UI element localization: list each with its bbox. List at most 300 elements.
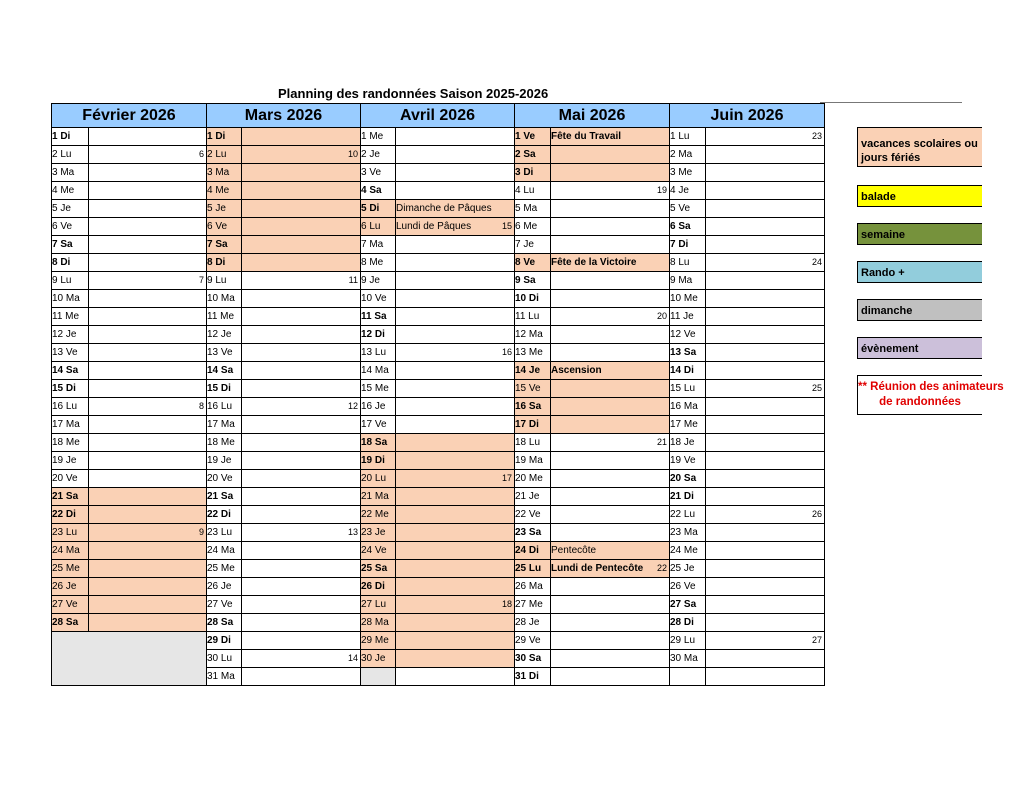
day-cell: 22 Me <box>361 506 396 524</box>
event-cell[interactable] <box>242 272 361 290</box>
day-cell: 26 Ma <box>515 578 551 596</box>
empty-cell <box>52 632 207 686</box>
event-cell[interactable] <box>89 506 207 524</box>
legend-semaine: semaine <box>857 223 982 245</box>
event-cell[interactable] <box>551 146 670 164</box>
day-cell: 15 Me <box>361 380 396 398</box>
event-cell[interactable] <box>706 326 825 344</box>
day-cell: 1 Ve <box>515 128 551 146</box>
day-cell: 4 Lu <box>515 182 551 200</box>
event-cell[interactable] <box>396 452 515 470</box>
event-cell[interactable] <box>551 488 670 506</box>
event-cell[interactable] <box>706 524 825 542</box>
event-cell[interactable] <box>396 470 515 488</box>
event-cell[interactable] <box>396 146 515 164</box>
event-cell[interactable] <box>551 596 670 614</box>
event-cell[interactable] <box>396 290 515 308</box>
day-cell: 13 Me <box>515 344 551 362</box>
event-cell[interactable] <box>396 506 515 524</box>
event-cell[interactable] <box>89 200 207 218</box>
event-cell[interactable] <box>89 218 207 236</box>
day-cell: 28 Je <box>515 614 551 632</box>
day-cell: 20 Sa <box>670 470 706 488</box>
day-cell: 17 Me <box>670 416 706 434</box>
event-cell[interactable] <box>89 164 207 182</box>
day-cell: 23 Je <box>361 524 396 542</box>
event-cell[interactable] <box>706 362 825 380</box>
calendar-row <box>52 470 825 488</box>
day-cell: 19 Ma <box>515 452 551 470</box>
event-cell[interactable] <box>89 308 207 326</box>
event-cell[interactable] <box>706 578 825 596</box>
event-cell[interactable] <box>551 128 670 146</box>
event-cell[interactable] <box>396 524 515 542</box>
day-cell: 30 Je <box>361 650 396 668</box>
week-number: 17 <box>501 473 512 483</box>
event-cell[interactable] <box>706 488 825 506</box>
week-number: 8 <box>198 401 204 411</box>
reunion-line-1: ** Réunion des animateurs <box>858 381 1004 393</box>
event-cell[interactable] <box>89 344 207 362</box>
event-cell[interactable] <box>396 416 515 434</box>
day-cell: 24 Ve <box>361 542 396 560</box>
event-cell[interactable] <box>706 128 825 146</box>
event-cell[interactable] <box>551 506 670 524</box>
calendar-row <box>52 344 825 362</box>
event-cell[interactable] <box>396 488 515 506</box>
day-cell: 1 Lu <box>670 128 706 146</box>
event-cell[interactable] <box>89 524 207 542</box>
event-cell[interactable] <box>242 308 361 326</box>
event-cell[interactable] <box>89 578 207 596</box>
day-cell: 18 Me <box>52 434 89 452</box>
event-cell[interactable] <box>242 542 361 560</box>
day-cell: 14 Sa <box>52 362 89 380</box>
event-cell[interactable] <box>396 362 515 380</box>
event-cell[interactable] <box>242 326 361 344</box>
day-cell: 14 Di <box>670 362 706 380</box>
day-cell: 9 Lu <box>52 272 89 290</box>
day-cell: 12 Ma <box>515 326 551 344</box>
event-cell[interactable] <box>242 650 361 668</box>
event-cell[interactable] <box>551 308 670 326</box>
day-cell: 4 Je <box>670 182 706 200</box>
legend-reunion <box>857 375 1004 415</box>
day-cell: 22 Di <box>207 506 242 524</box>
event-cell[interactable] <box>551 290 670 308</box>
calendar-body <box>52 128 825 686</box>
event-label: Lundi de Pentecôte <box>551 563 644 574</box>
day-cell: 19 Je <box>207 452 242 470</box>
event-cell[interactable] <box>242 128 361 146</box>
event-cell[interactable] <box>706 434 825 452</box>
day-cell: 5 Ve <box>670 200 706 218</box>
event-label: Ascension <box>551 365 602 376</box>
day-cell: 1 Me <box>361 128 396 146</box>
day-cell: 2 Je <box>361 146 396 164</box>
event-cell[interactable] <box>551 434 670 452</box>
calendar-row <box>52 560 825 578</box>
day-cell: 4 Me <box>207 182 242 200</box>
event-cell[interactable] <box>551 632 670 650</box>
day-cell: 9 Sa <box>515 272 551 290</box>
day-cell: 8 Di <box>207 254 242 272</box>
event-cell[interactable] <box>396 272 515 290</box>
event-cell[interactable] <box>396 326 515 344</box>
event-cell[interactable] <box>396 182 515 200</box>
day-cell: 15 Ve <box>515 380 551 398</box>
day-cell: 7 Ma <box>361 236 396 254</box>
week-number: 27 <box>811 635 822 645</box>
week-number: 25 <box>811 383 822 393</box>
day-cell: 18 Je <box>670 434 706 452</box>
day-cell: 9 Ma <box>670 272 706 290</box>
event-cell[interactable] <box>706 164 825 182</box>
event-cell[interactable] <box>89 614 207 632</box>
day-cell: 23 Ma <box>670 524 706 542</box>
calendar-row <box>52 632 825 650</box>
event-cell[interactable] <box>551 344 670 362</box>
event-cell[interactable] <box>396 164 515 182</box>
event-cell[interactable] <box>242 218 361 236</box>
event-cell[interactable] <box>242 344 361 362</box>
calendar-row <box>52 524 825 542</box>
event-cell[interactable] <box>551 218 670 236</box>
event-cell[interactable] <box>706 542 825 560</box>
event-cell[interactable] <box>706 596 825 614</box>
event-cell[interactable] <box>396 434 515 452</box>
event-cell[interactable] <box>551 380 670 398</box>
event-cell[interactable] <box>242 578 361 596</box>
day-cell: 10 Ma <box>207 290 242 308</box>
day-cell: 29 Di <box>207 632 242 650</box>
event-cell[interactable] <box>396 380 515 398</box>
day-cell: 5 Di <box>361 200 396 218</box>
event-cell[interactable] <box>242 416 361 434</box>
event-cell[interactable] <box>706 506 825 524</box>
event-cell[interactable] <box>89 416 207 434</box>
day-cell: 16 Ma <box>670 398 706 416</box>
day-cell: 13 Ve <box>207 344 242 362</box>
day-cell: 14 Je <box>515 362 551 380</box>
event-cell[interactable] <box>706 470 825 488</box>
calendar-row <box>52 506 825 524</box>
calendar-row <box>52 146 825 164</box>
legend-evenement: évènement <box>857 337 982 359</box>
event-cell[interactable] <box>551 362 670 380</box>
event-cell[interactable] <box>706 614 825 632</box>
event-cell[interactable] <box>551 326 670 344</box>
day-cell: 19 Je <box>52 452 89 470</box>
day-cell: 26 Di <box>361 578 396 596</box>
day-cell: 2 Lu <box>207 146 242 164</box>
event-cell[interactable] <box>396 614 515 632</box>
event-cell[interactable] <box>706 218 825 236</box>
event-cell[interactable] <box>89 272 207 290</box>
day-cell: 8 Di <box>52 254 89 272</box>
event-cell[interactable] <box>706 290 825 308</box>
event-cell[interactable] <box>706 182 825 200</box>
event-cell[interactable] <box>551 524 670 542</box>
event-cell[interactable] <box>706 344 825 362</box>
page-title: Planning des randonnées Saison 2025-2026 <box>278 86 549 101</box>
event-cell[interactable] <box>242 668 361 686</box>
week-number: 10 <box>347 149 358 159</box>
event-cell[interactable] <box>242 488 361 506</box>
calendar-row <box>52 452 825 470</box>
event-cell[interactable] <box>551 578 670 596</box>
day-cell: 23 Sa <box>515 524 551 542</box>
event-cell[interactable] <box>551 650 670 668</box>
event-cell[interactable] <box>551 164 670 182</box>
day-cell: 23 Lu <box>52 524 89 542</box>
event-cell[interactable] <box>551 236 670 254</box>
month-header: Juin 2026 <box>670 104 825 128</box>
day-cell: 17 Ma <box>52 416 89 434</box>
reunion-line-2: de randonnées <box>879 396 961 408</box>
day-cell: 16 Lu <box>52 398 89 416</box>
day-cell: 29 Ve <box>515 632 551 650</box>
event-cell[interactable] <box>396 128 515 146</box>
day-cell: 22 Di <box>52 506 89 524</box>
event-cell[interactable] <box>706 200 825 218</box>
calendar-row <box>52 614 825 632</box>
day-cell: 20 Me <box>515 470 551 488</box>
calendar-row <box>52 434 825 452</box>
event-cell[interactable] <box>396 542 515 560</box>
event-cell[interactable] <box>551 416 670 434</box>
event-cell[interactable] <box>242 452 361 470</box>
legend-rando-plus: Rando + <box>857 261 982 283</box>
event-cell[interactable] <box>396 650 515 668</box>
legend-balade: balade <box>857 185 982 207</box>
event-cell[interactable] <box>242 254 361 272</box>
day-cell: 23 Lu <box>207 524 242 542</box>
event-cell[interactable] <box>242 290 361 308</box>
day-cell: 27 Me <box>515 596 551 614</box>
event-cell[interactable] <box>551 254 670 272</box>
day-cell: 28 Ma <box>361 614 396 632</box>
day-cell: 10 Ma <box>52 290 89 308</box>
event-cell[interactable] <box>242 200 361 218</box>
event-cell[interactable] <box>89 434 207 452</box>
event-cell[interactable] <box>706 380 825 398</box>
event-cell[interactable] <box>551 182 670 200</box>
week-number: 11 <box>348 275 358 285</box>
calendar-row <box>52 326 825 344</box>
day-cell: 5 Ma <box>515 200 551 218</box>
event-cell[interactable] <box>242 398 361 416</box>
day-cell: 12 Je <box>52 326 89 344</box>
day-cell: 12 Je <box>207 326 242 344</box>
day-cell: 18 Me <box>207 434 242 452</box>
event-cell[interactable] <box>706 650 825 668</box>
day-cell: 5 Je <box>52 200 89 218</box>
event-cell[interactable] <box>706 272 825 290</box>
day-cell: 30 Ma <box>670 650 706 668</box>
event-cell[interactable] <box>89 596 207 614</box>
day-cell: 22 Ve <box>515 506 551 524</box>
day-cell: 26 Je <box>52 578 89 596</box>
day-cell: 3 Me <box>670 164 706 182</box>
week-number: 21 <box>656 437 667 447</box>
day-cell: 13 Sa <box>670 344 706 362</box>
event-cell[interactable] <box>551 542 670 560</box>
day-cell: 16 Je <box>361 398 396 416</box>
event-cell[interactable] <box>396 560 515 578</box>
event-cell[interactable] <box>396 308 515 326</box>
day-cell: 24 Ma <box>52 542 89 560</box>
event-cell[interactable] <box>706 236 825 254</box>
event-cell[interactable] <box>89 398 207 416</box>
event-cell[interactable] <box>242 164 361 182</box>
event-cell[interactable] <box>706 146 825 164</box>
day-cell: 6 Ve <box>52 218 89 236</box>
event-cell[interactable] <box>551 668 670 686</box>
day-cell: 2 Ma <box>670 146 706 164</box>
day-cell: 31 Di <box>515 668 551 686</box>
day-cell: 25 Je <box>670 560 706 578</box>
week-number: 26 <box>811 509 822 519</box>
event-cell[interactable] <box>551 614 670 632</box>
month-header: Mai 2026 <box>515 104 670 128</box>
week-number: 20 <box>656 311 667 321</box>
event-cell[interactable] <box>551 398 670 416</box>
day-cell: 7 Je <box>515 236 551 254</box>
calendar-row <box>52 362 825 380</box>
day-cell: 11 Me <box>207 308 242 326</box>
day-cell: 10 Ve <box>361 290 396 308</box>
event-cell[interactable] <box>706 632 825 650</box>
day-cell: 25 Me <box>52 560 89 578</box>
event-cell[interactable] <box>242 380 361 398</box>
event-cell[interactable] <box>89 128 207 146</box>
event-cell[interactable] <box>89 362 207 380</box>
event-cell[interactable] <box>242 146 361 164</box>
event-cell[interactable] <box>89 542 207 560</box>
day-cell: 31 Ma <box>207 668 242 686</box>
event-cell[interactable] <box>396 254 515 272</box>
day-cell: 26 Je <box>207 578 242 596</box>
event-cell[interactable] <box>396 398 515 416</box>
top-rule <box>820 102 962 103</box>
event-cell[interactable] <box>242 524 361 542</box>
day-cell: 21 Sa <box>207 488 242 506</box>
day-cell: 14 Sa <box>207 362 242 380</box>
event-cell[interactable] <box>89 236 207 254</box>
week-number: 7 <box>198 275 204 285</box>
day-cell: 22 Lu <box>670 506 706 524</box>
day-cell: 8 Me <box>361 254 396 272</box>
calendar-row <box>52 290 825 308</box>
event-cell[interactable] <box>706 398 825 416</box>
event-cell[interactable] <box>706 254 825 272</box>
event-cell[interactable] <box>551 200 670 218</box>
day-cell: 8 Lu <box>670 254 706 272</box>
event-cell[interactable] <box>396 236 515 254</box>
event-cell[interactable] <box>89 182 207 200</box>
event-cell[interactable] <box>396 344 515 362</box>
day-cell: 19 Ve <box>670 452 706 470</box>
day-cell: 25 Sa <box>361 560 396 578</box>
calendar-row <box>52 578 825 596</box>
day-cell: 13 Lu <box>361 344 396 362</box>
event-cell[interactable] <box>706 416 825 434</box>
day-cell: 21 Sa <box>52 488 89 506</box>
event-cell[interactable] <box>396 578 515 596</box>
day-cell: 18 Sa <box>361 434 396 452</box>
month-header: Février 2026 <box>52 104 207 128</box>
event-cell[interactable] <box>706 452 825 470</box>
event-cell[interactable] <box>242 362 361 380</box>
day-cell: 27 Lu <box>361 596 396 614</box>
calendar-row <box>52 182 825 200</box>
day-cell: 26 Ve <box>670 578 706 596</box>
event-cell[interactable] <box>551 452 670 470</box>
day-cell: 13 Ve <box>52 344 89 362</box>
calendar-row <box>52 236 825 254</box>
day-cell: 5 Je <box>207 200 242 218</box>
day-cell: 15 Di <box>52 380 89 398</box>
event-cell[interactable] <box>242 560 361 578</box>
event-cell[interactable] <box>396 218 515 236</box>
day-cell: 12 Ve <box>670 326 706 344</box>
day-cell: 11 Sa <box>361 308 396 326</box>
event-cell[interactable] <box>706 308 825 326</box>
event-cell[interactable] <box>89 290 207 308</box>
event-cell[interactable] <box>89 560 207 578</box>
week-number: 15 <box>501 221 512 231</box>
event-cell[interactable] <box>242 506 361 524</box>
event-cell[interactable] <box>242 632 361 650</box>
event-cell[interactable] <box>89 470 207 488</box>
event-cell[interactable] <box>551 560 670 578</box>
event-cell[interactable] <box>242 236 361 254</box>
calendar-row <box>52 398 825 416</box>
day-cell: 28 Sa <box>52 614 89 632</box>
event-cell[interactable] <box>396 200 515 218</box>
calendar-row <box>52 416 825 434</box>
day-cell: 30 Sa <box>515 650 551 668</box>
day-cell: 27 Ve <box>52 596 89 614</box>
event-cell[interactable] <box>396 632 515 650</box>
event-cell[interactable] <box>551 470 670 488</box>
event-cell[interactable] <box>242 596 361 614</box>
event-cell[interactable] <box>551 272 670 290</box>
event-cell[interactable] <box>89 488 207 506</box>
event-cell[interactable] <box>89 380 207 398</box>
event-cell[interactable] <box>706 560 825 578</box>
day-cell: 2 Sa <box>515 146 551 164</box>
event-cell[interactable] <box>89 326 207 344</box>
event-cell[interactable] <box>89 146 207 164</box>
day-cell: 29 Me <box>361 632 396 650</box>
event-cell[interactable] <box>89 452 207 470</box>
calendar-row <box>52 254 825 272</box>
legend-dimanche: dimanche <box>857 299 982 321</box>
event-cell[interactable] <box>242 470 361 488</box>
event-cell[interactable] <box>242 434 361 452</box>
legend-vacances: vacances scolaires ou jours fériés <box>857 127 982 167</box>
calendar-row <box>52 542 825 560</box>
month-header: Mars 2026 <box>207 104 361 128</box>
event-cell[interactable] <box>396 596 515 614</box>
event-cell[interactable] <box>242 614 361 632</box>
event-cell[interactable] <box>89 254 207 272</box>
empty-cell <box>361 668 396 686</box>
day-cell: 25 Lu <box>515 560 551 578</box>
event-cell[interactable] <box>242 182 361 200</box>
